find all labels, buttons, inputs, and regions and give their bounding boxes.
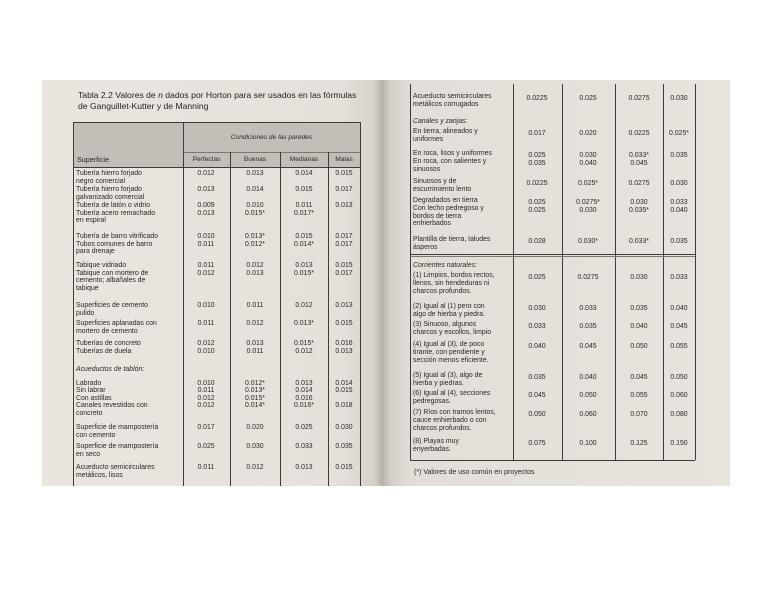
row-value-9-2-0: 0.025 — [295, 424, 313, 431]
row-value2-4-3: 0.040 — [670, 206, 688, 214]
row-value-4-1-1: 0.013 — [246, 269, 264, 277]
row-value-1-1-0: 0.014 — [246, 186, 264, 193]
row-value-4-1: 0.0275* — [576, 199, 600, 206]
row-label-2-2: sinuosos — [413, 165, 441, 173]
row-value-11-2: 0.055 — [630, 392, 648, 399]
row-value-3-3-0: 0.017 — [335, 233, 353, 240]
row-value-4-0: 0.025 — [528, 199, 546, 206]
row-value-7-2-0: 0.015* — [294, 340, 314, 347]
row-label-11-1: metálicos, lisos — [76, 471, 123, 479]
row-value-5-2-0: 0.012 — [295, 302, 313, 309]
table-title-prefix: Tabla 2.2 Valores de — [78, 90, 159, 100]
row-label-7-0: Tuberías de concreto — [76, 340, 141, 347]
row-value-4-2: 0.030 — [630, 199, 648, 206]
row-value-7-0-1: 0.010 — [197, 347, 215, 355]
row-value-3-0-1: 0.011 — [197, 240, 215, 248]
row-value-2-2: 0.033* — [629, 152, 649, 159]
row-value-0-1: 0.025 — [579, 95, 597, 102]
row-value-8-2-3: 0.016* — [294, 402, 314, 409]
row-value-8-1-3: 0.014* — [245, 402, 265, 409]
row-value-10-2-0: 0.033 — [295, 443, 313, 450]
row-value-2-2-1: 0.017* — [294, 209, 314, 217]
row-value-9-3-0: 0.030 — [335, 424, 353, 431]
row-label-4-2: cemento; albañales de — [76, 277, 146, 284]
row-value-7-3-1: 0.013 — [335, 347, 353, 355]
row-label-8-0: (3) Sinuoso, algunos — [413, 321, 477, 328]
row-value-3-0-0: 0.010 — [197, 233, 215, 240]
row-label-1-0: En tierra, alineados y — [413, 128, 478, 136]
row-value-8-1-2: 0.015* — [245, 394, 265, 402]
row-value-2-0-0: 0.009 — [197, 202, 215, 209]
row-value-7-2: 0.035 — [630, 305, 648, 312]
row-label-10-0: Superficie de mampostería — [76, 443, 159, 450]
row-value-2-3: 0.035 — [670, 152, 688, 159]
row-value-3-2: 0.0275 — [628, 180, 650, 187]
row-value-1-0-0: 0.013 — [197, 186, 215, 193]
row-label-6-0: (1) Limpios, bordos rectos, — [413, 272, 495, 280]
row-label-0-0: Acueducto semicirculares — [413, 93, 492, 100]
row-value-10-3: 0.050 — [670, 374, 688, 381]
row-value-3-3: 0.030 — [670, 180, 688, 187]
row-value-10-1: 0.040 — [579, 374, 597, 381]
row-label-8-0: Labrado — [76, 379, 102, 387]
row-value-8-3-1: 0.015 — [335, 387, 353, 394]
row-value-6-2-0: 0.013* — [294, 320, 314, 327]
row-label-12-0: (7) Ríos con tramos lentos, — [413, 409, 496, 416]
row-value-11-1-0: 0.012 — [246, 464, 264, 471]
row-value-1-3: 0.025* — [669, 130, 689, 138]
row-value-10-0-0: 0.025 — [197, 443, 215, 450]
row-label-8-1: Sin labrar — [76, 387, 106, 394]
row-label-4-3: enhierbados — [413, 220, 451, 228]
header-col-3: Malas — [335, 156, 353, 163]
row-value-2-0-1: 0.013 — [197, 209, 215, 217]
row-label-6-1: mortero de cemento — [76, 327, 138, 335]
row-value-5-3: 0.035 — [670, 238, 688, 245]
row-value-1-0: 0.017 — [528, 130, 546, 138]
row-label-9-1: tirante, con pendiente y — [413, 348, 485, 356]
row-value-4-3: 0.033 — [670, 199, 688, 206]
row-label-9-0: (4) Igual al (3), de poco — [413, 341, 485, 348]
row-value-10-1-0: 0.030 — [246, 443, 264, 450]
row-value-3-0: 0.0225 — [526, 180, 548, 187]
row-label-2-0: En roca, lisos y uniformes — [413, 150, 492, 157]
row-value-2-1-1: 0.015* — [245, 209, 265, 217]
row-value-1-2: 0.0225 — [628, 130, 650, 138]
row-value-10-2: 0.045 — [630, 374, 648, 381]
row-label-4-1: Con lecho pedregoso y — [413, 204, 484, 212]
header-group-label: Condiciones de las paredes — [230, 134, 313, 141]
header-col-1: Buenas — [243, 156, 267, 163]
row-value-4-1-0: 0.012 — [246, 262, 264, 269]
section-break-rule — [410, 254, 695, 255]
row-value-8-0-0: 0.010 — [197, 379, 215, 387]
row-label-9-0: Superficie de mampostería — [76, 424, 159, 431]
column-rule-0 — [513, 84, 514, 460]
table-top-rule — [73, 122, 360, 123]
row-value-7-2-1: 0.012 — [295, 347, 313, 355]
row-value2-4-2: 0.035* — [629, 206, 649, 214]
row-value-6-3-0: 0.015 — [335, 320, 353, 327]
row-value-6-1: 0.0275 — [577, 274, 599, 282]
row-label-4-0: Degradados en tierra — [413, 197, 478, 204]
row-value-8-3: 0.045 — [670, 323, 688, 330]
row-label-3-1: Tubos comunes de barro — [76, 240, 153, 248]
row-value-5-2: 0.033* — [629, 238, 649, 245]
row-label-13-1: enyerbadas. — [413, 445, 451, 453]
row-label-3-1: escurrimiento lento — [413, 185, 472, 193]
row-label-5-1: ásperos — [413, 243, 438, 251]
row-value-5-0-0: 0.010 — [197, 302, 215, 309]
row-value-11-0-0: 0.011 — [197, 464, 215, 471]
row-label-1-0: Tubería hierro forjado — [76, 186, 143, 193]
row-value-8-0: 0.033 — [528, 323, 546, 330]
row-value-0-0-0: 0.012 — [197, 170, 215, 177]
row-value-6-2: 0.030 — [630, 274, 648, 282]
column-rule-1 — [562, 84, 563, 460]
row-label-11-0: (6) Igual al (4), secciones — [413, 390, 491, 397]
row-value-2-3-0: 0.013 — [335, 202, 353, 209]
row-value-7-1-1: 0.011 — [246, 347, 264, 355]
row-value-0-1-0: 0.013 — [246, 170, 264, 177]
row-value-6-1-0: 0.012 — [246, 320, 264, 327]
row-value-13-3: 0.150 — [670, 440, 688, 447]
row-label-3-2: para drenaje — [76, 248, 115, 255]
row-value-6-0: 0.025 — [528, 274, 546, 282]
header-bottom-rule — [73, 167, 360, 168]
row-value-3-1-0: 0.013* — [245, 233, 265, 240]
row-value-11-3: 0.060 — [670, 392, 688, 399]
row-label-9-1: con cemento — [76, 431, 116, 439]
row-heading-1: Canales y zanjas: — [413, 118, 468, 125]
row-value-4-2-1: 0.015* — [294, 269, 314, 277]
row-heading-8: Acueductos de tablón: — [76, 366, 145, 373]
row-value-12-0: 0.050 — [528, 411, 546, 418]
row-value-8-2-2: 0.016 — [295, 394, 313, 402]
row-value-8-3-3: 0.018 — [335, 402, 353, 409]
row-label-5-1: pulido — [76, 309, 95, 317]
row-value-9-2: 0.050 — [630, 343, 648, 350]
row-label-13-0: (8) Playas muy — [413, 438, 459, 445]
row-value-9-1: 0.045 — [579, 343, 597, 350]
row-value-6-3: 0.033 — [670, 274, 688, 282]
row-value-8-0-3: 0.012 — [197, 402, 215, 409]
row-value2-2-2: 0.045 — [630, 159, 648, 167]
row-value-11-1: 0.050 — [579, 392, 597, 399]
row-value-7-1: 0.033 — [579, 305, 597, 312]
row-value-4-2-0: 0.013 — [295, 262, 313, 269]
row-value-9-0-0: 0.017 — [197, 424, 215, 431]
table-left-rule — [410, 84, 411, 460]
row-value-8-2-0: 0.013 — [295, 379, 313, 387]
row-value-6-0-0: 0.011 — [197, 320, 215, 327]
row-value-5-1: 0.030* — [578, 238, 598, 245]
row-value-11-2-0: 0.013 — [295, 464, 313, 471]
row-value-7-3-0: 0.016 — [335, 340, 353, 347]
column-rule-4 — [695, 84, 696, 460]
row-value-5-1-0: 0.011 — [246, 302, 264, 309]
row-label-9-2: sección menos eficiente. — [413, 356, 489, 364]
row-value-12-3: 0.080 — [670, 411, 688, 418]
row-label-7-1: algo de hierba y piedra. — [413, 310, 486, 318]
header-col-0: Perfectas — [192, 156, 221, 163]
book-gutter-shadow — [374, 80, 390, 486]
row-value-3-1: 0.025* — [578, 180, 598, 187]
row-label-2-1: Tubería acero remachado — [76, 209, 156, 217]
row-value-11-3-0: 0.015 — [335, 464, 353, 471]
row-label-4-2: bordos de tierra — [413, 212, 462, 220]
row-value-8-0-1: 0.011 — [197, 387, 215, 394]
row-value-7-1-0: 0.013 — [246, 340, 264, 347]
row-label-11-0: Acueducto semicirculares — [76, 464, 155, 471]
column-rule-3 — [663, 84, 664, 460]
row-label-2-0: Tubería de latón o vidrio — [76, 202, 151, 209]
row-value-9-0: 0.040 — [528, 343, 546, 350]
table-title — [78, 90, 368, 112]
header-mid-rule — [183, 152, 360, 153]
column-rule-2 — [615, 84, 616, 460]
row-label-4-3: tabique — [76, 284, 99, 292]
row-label-8-4: concreto — [76, 409, 103, 417]
row-label-5-0: Superficies de cemento — [76, 302, 149, 309]
row-label-7-0: (2) Igual al (1) pero con — [413, 303, 485, 310]
footnote: (*) Valores de uso común en proyectos — [414, 469, 535, 476]
row-label-3-0: Tubería de barro vitrificado — [76, 233, 159, 240]
row-label-8-1: charcos y escollos, limpio — [413, 328, 492, 336]
row-value-8-2-1: 0.014 — [295, 387, 313, 394]
row-heading-6: Corrientes naturales: — [413, 262, 477, 269]
row-label-4-0: Tabique vidriado — [76, 262, 127, 269]
row-value2-4-1: 0.030 — [579, 206, 597, 214]
row-label-11-1: pedregosas. — [413, 397, 451, 405]
row-value-0-0: 0.0225 — [526, 95, 548, 102]
row-label-10-0: (5) Igual al (3), algo de — [413, 372, 483, 379]
column-rule-2 — [280, 152, 281, 486]
row-value-4-3-1: 0.017 — [335, 269, 353, 277]
row-value-8-1: 0.035 — [579, 323, 597, 330]
row-value-3-1-1: 0.012* — [245, 240, 265, 248]
row-value-0-3: 0.030 — [670, 95, 688, 102]
row-value-5-0: 0.028 — [528, 238, 546, 245]
row-value2-2-1: 0.040 — [579, 159, 597, 167]
row-value-13-2: 0.125 — [630, 440, 648, 447]
row-label-10-1: hierba y piedras. — [413, 379, 464, 387]
row-label-4-1: Tabique con mortero de — [76, 269, 149, 277]
row-value-7-0: 0.030 — [528, 305, 546, 312]
table-bottom-rule — [410, 460, 695, 461]
row-value-1-1: 0.020 — [579, 130, 597, 138]
row-value-4-0-1: 0.012 — [197, 269, 215, 277]
row-label-12-2: charcos profundos. — [413, 424, 472, 432]
row-value-9-1-0: 0.020 — [246, 424, 264, 431]
row-value-1-3-0: 0.017 — [335, 186, 353, 193]
header-col-2: Medianas — [289, 156, 319, 163]
row-value-4-3-0: 0.015 — [335, 262, 353, 269]
row-label-6-1: llenos, sin hendeduras ni — [413, 279, 490, 287]
table-title-n: n — [158, 90, 163, 100]
row-value2-2-0: 0.035 — [528, 159, 546, 167]
row-label-6-0: Superficies aplanadas con — [76, 320, 157, 327]
row-label-8-2: Con astillas — [76, 394, 112, 402]
row-label-2-1: En roca, con salientes y — [413, 157, 487, 165]
row-value-8-2: 0.040 — [630, 323, 648, 330]
row-label-1-1: galvanizado comercial — [76, 193, 145, 201]
table-title-rest: dados por Horton para ser usados en las fórmulas de Ganguillet-Kutter y de Manning — [78, 90, 357, 111]
row-label-2-2: en espiral — [76, 217, 106, 224]
row-value-12-1: 0.060 — [579, 411, 597, 418]
row-label-6-2: charcos profundos. — [413, 287, 472, 295]
column-rule-0 — [183, 122, 184, 486]
row-value-0-2-0: 0.014 — [295, 170, 313, 177]
row-value-7-0-0: 0.012 — [197, 340, 215, 347]
row-value-7-3: 0.040 — [670, 305, 688, 312]
row-value-13-1: 0.100 — [579, 440, 597, 447]
row-label-10-1: en seco — [76, 450, 101, 458]
row-value-8-1-0: 0.012* — [245, 379, 265, 387]
row-value-5-3-0: 0.013 — [335, 302, 353, 309]
row-label-12-1: cauce enhierbado o con — [413, 416, 487, 424]
row-value-3-2-1: 0.014* — [294, 240, 314, 248]
row-value-2-2-0: 0.011 — [295, 202, 313, 209]
row-value-0-3-0: 0.015 — [335, 170, 353, 177]
row-value-3-3-1: 0.017 — [335, 240, 353, 248]
row-label-5-0: Plantilla de tierra, taludes — [413, 236, 491, 243]
row-value-8-1-1: 0.013* — [245, 387, 265, 394]
row-value-0-2: 0.0275 — [628, 95, 650, 102]
row-value-10-0: 0.035 — [528, 374, 546, 381]
section-break-rule-2 — [410, 256, 695, 257]
row-label-1-1: uniformes — [413, 135, 444, 143]
column-rule-1 — [230, 152, 231, 486]
row-value-12-2: 0.070 — [630, 411, 648, 418]
row-value2-4-0: 0.025 — [528, 206, 546, 214]
row-value-13-0: 0.075 — [528, 440, 546, 447]
row-label-0-0: Tubería hierro forjado — [76, 170, 143, 177]
row-value-3-2-0: 0.015 — [295, 233, 313, 240]
row-value-2-1: 0.030 — [579, 152, 597, 159]
row-label-0-1: negro comercial — [76, 177, 126, 185]
table-left-rule — [73, 122, 74, 486]
row-value-10-3-0: 0.035 — [335, 443, 353, 450]
header-superficie: Superficie — [77, 155, 109, 164]
row-value-9-3: 0.055 — [670, 343, 688, 350]
row-value-8-3-0: 0.014 — [335, 379, 353, 387]
row-label-0-1: metálicos corrugados — [413, 100, 479, 108]
row-label-8-3: Canales revestidos con — [76, 402, 148, 409]
row-value-1-2-0: 0.015 — [295, 186, 313, 193]
row-value-4-0-0: 0.011 — [197, 262, 215, 269]
row-label-3-0: Sinuosos y de — [413, 178, 457, 185]
row-value-2-1-0: 0.010 — [246, 202, 264, 209]
row-value-2-0: 0.025 — [528, 152, 546, 159]
row-label-7-1: Tuberías de duela — [76, 347, 132, 355]
row-value-11-0: 0.045 — [528, 392, 546, 399]
row-value-8-0-2: 0.012 — [197, 394, 215, 402]
